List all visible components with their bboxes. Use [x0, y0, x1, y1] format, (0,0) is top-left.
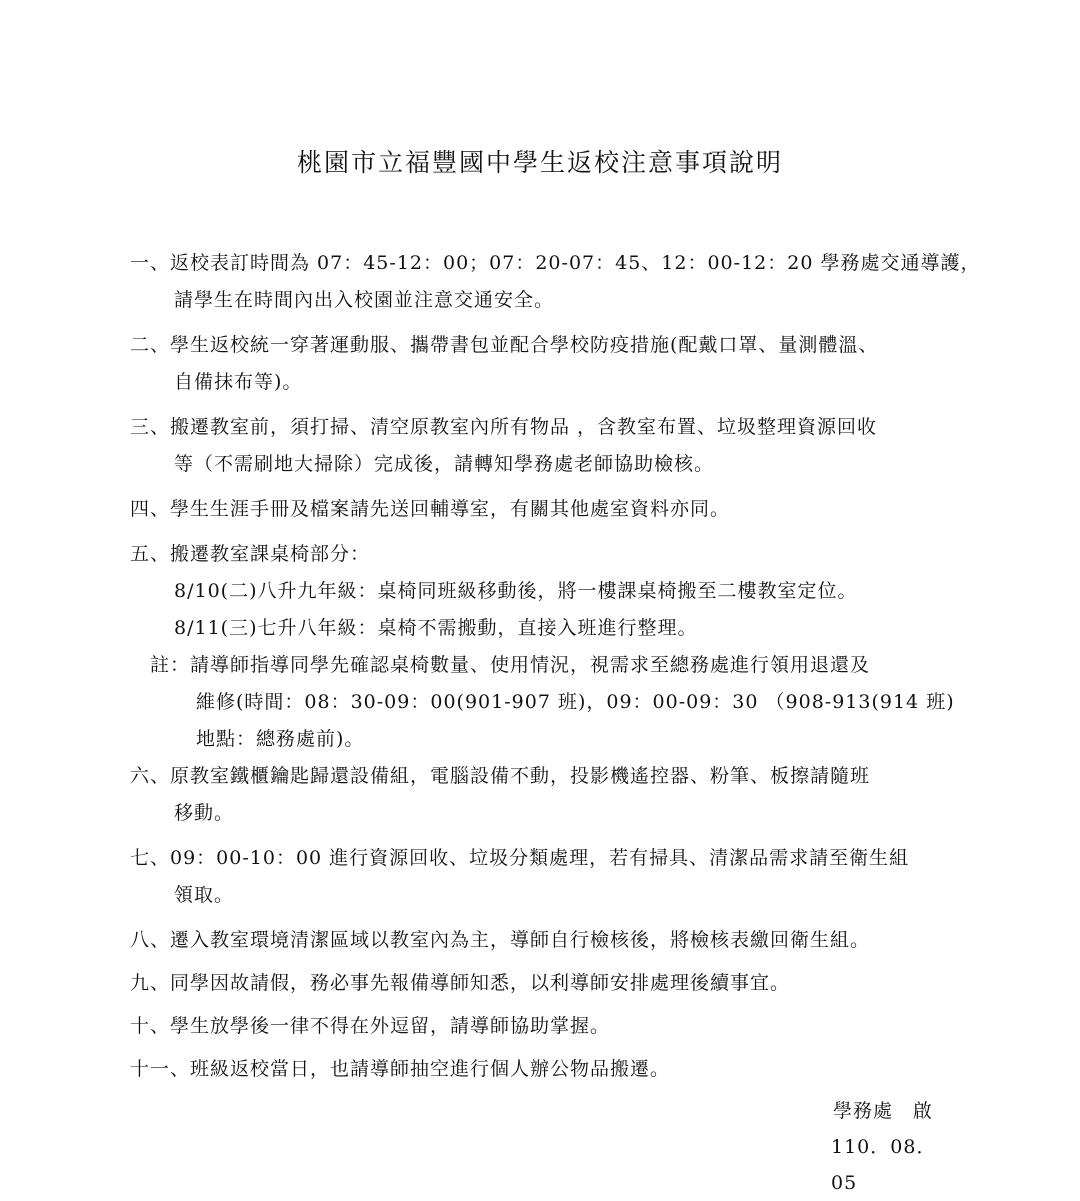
notice-item-8	[130, 922, 960, 959]
notice-item-1	[130, 245, 981, 319]
item-line: 請學生在時間內出入校園並注意交通安全。	[174, 289, 555, 311]
item-note-line: 地點：總務處前)。	[196, 728, 365, 750]
item-line: 移動。	[174, 802, 235, 824]
item-line: 十一、班級返校當日，也請導師抽空進行個人辦公物品搬遷。	[130, 1058, 671, 1080]
signature-block	[800, 1093, 960, 1201]
item-line: 五、搬遷教室課桌椅部分：	[130, 543, 371, 565]
notice-item-3	[130, 409, 960, 483]
notice-item-4	[130, 491, 960, 528]
notice-items	[130, 245, 981, 1088]
item-line: 七、09：00-10：00 進行資源回收、垃圾分類處理，若有掃具、清潔品需求請至衛生組	[130, 847, 910, 869]
item-note-line: 維修(時間：08：30-09：00(901-907 班)，09：00-09：30 （908-913(914 班)	[196, 691, 955, 713]
notice-item-5	[130, 536, 960, 758]
item-line: 八、遷入教室環境清潔區域以教室內為主，導師自行檢核後，將檢核表繳回衛生組。	[130, 929, 871, 951]
notice-item-10	[130, 1008, 960, 1045]
item-line: 一、返校表訂時間為 07：45-12：00；07：20-07：45、12：00-12：20 學務處交通導護，	[130, 252, 981, 274]
notice-item-2	[130, 327, 960, 401]
issue-date: 110．08．05	[831, 1136, 937, 1194]
item-line: 十、學生放學後一律不得在外逗留，請導師協助掌握。	[130, 1015, 611, 1037]
notice-item-7	[130, 840, 960, 914]
issuing-office: 學務處 啟	[833, 1100, 934, 1122]
item-line: 自備抹布等)。	[174, 371, 303, 393]
item-line: 等（不需刷地大掃除）完成後，請轉知學務處老師協助檢核。	[174, 453, 715, 475]
notice-item-11	[130, 1051, 960, 1088]
document-title: 桃園市立福豐國中學生返校注意事項說明	[296, 148, 783, 177]
notice-item-6	[130, 758, 960, 832]
item-line: 二、學生返校統一穿著運動服、攜帶書包並配合學校防疫措施(配戴口罩、量測體溫、	[130, 334, 879, 356]
item-line: 六、原教室鐵櫃鑰匙歸還設備組，電腦設備不動，投影機遙控器、粉筆、板擦請隨班	[130, 765, 871, 787]
item-note-line: 註：請導師指導同學先確認桌椅數量、使用情況，視需求至總務處進行領用退還及	[150, 654, 871, 676]
item-line: 8/10(二)八升九年級：桌椅同班級移動後，將一樓課桌椅搬至二樓教室定位。	[174, 580, 858, 602]
notice-item-9	[130, 965, 960, 1002]
item-line: 8/11(三)七升八年級：桌椅不需搬動，直接入班進行整理。	[174, 617, 698, 639]
item-line: 九、同學因故請假，務必事先報備導師知悉，以利導師安排處理後續事宜。	[130, 972, 791, 994]
item-line: 領取。	[174, 884, 235, 906]
item-line: 三、搬遷教室前，須打掃、清空原教室內所有物品 ，含教室布置、垃圾整理資源回收	[130, 416, 878, 438]
item-line: 四、學生生涯手冊及檔案請先送回輔導室，有關其他處室資料亦同。	[130, 498, 731, 520]
